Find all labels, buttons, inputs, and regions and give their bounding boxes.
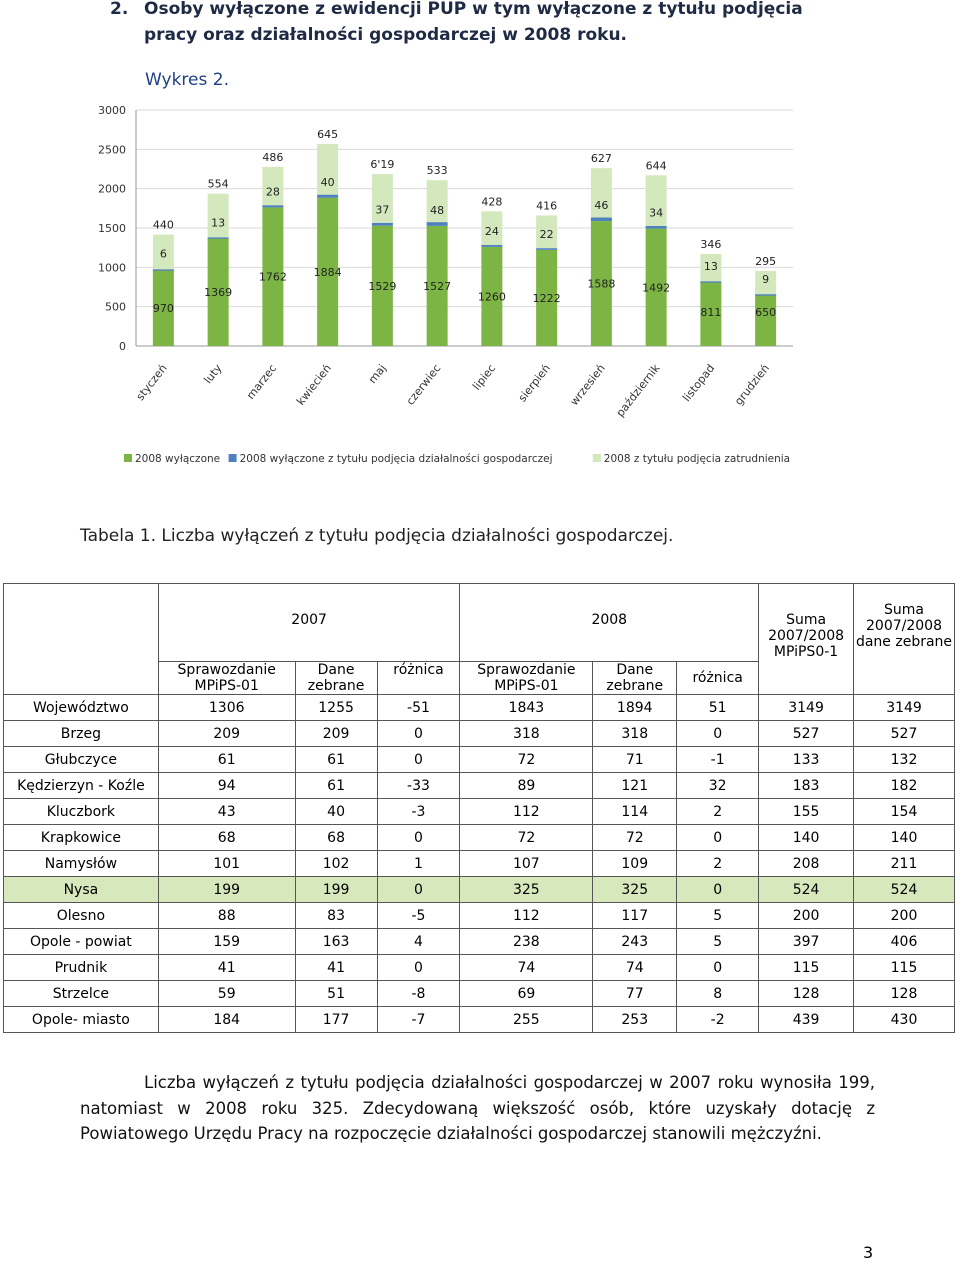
- row-name-cell: Nysa: [4, 877, 159, 903]
- data-label: 346: [700, 237, 722, 251]
- x-tick-label: październik: [613, 361, 663, 420]
- y-tick-label: 500: [105, 300, 126, 314]
- row-name-cell: Województwo: [4, 695, 159, 721]
- value-cell: 0: [677, 955, 759, 981]
- value-cell: 211: [854, 851, 955, 877]
- value-cell: 74: [593, 955, 677, 981]
- value-cell: 114: [593, 799, 677, 825]
- data-label: 486: [262, 150, 284, 164]
- value-cell: 255: [460, 1007, 593, 1033]
- value-cell: 177: [295, 1007, 377, 1033]
- value-cell: 183: [759, 773, 854, 799]
- value-cell: 163: [295, 929, 377, 955]
- data-label: 554: [207, 177, 229, 191]
- value-cell: 182: [854, 773, 955, 799]
- x-tick-label: lipiec: [470, 361, 499, 393]
- data-label: 645: [317, 127, 339, 141]
- bar-business-activity: [591, 217, 612, 221]
- value-cell: 101: [158, 851, 295, 877]
- data-label: 1527: [423, 279, 452, 293]
- bar-business-activity: [208, 237, 229, 239]
- value-cell: 1: [377, 851, 460, 877]
- bar-business-activity: [646, 226, 667, 229]
- value-cell: 8: [677, 981, 759, 1007]
- data-label: 13: [703, 260, 718, 274]
- header-roznica-2007: różnica: [377, 662, 460, 695]
- value-cell: 0: [377, 825, 460, 851]
- bar-business-activity: [153, 269, 174, 271]
- bar-business-activity: [481, 245, 502, 247]
- value-cell: 0: [377, 721, 460, 747]
- table-row: [4, 1007, 955, 1033]
- value-cell: 109: [593, 851, 677, 877]
- value-cell: 5: [677, 929, 759, 955]
- stacked-bar-chart: [90, 98, 810, 483]
- row-name-cell: Olesno: [4, 903, 159, 929]
- value-cell: 0: [677, 825, 759, 851]
- data-label: 416: [536, 199, 558, 213]
- data-label: 6: [159, 247, 167, 261]
- value-cell: 1894: [593, 695, 677, 721]
- table-row: [4, 825, 955, 851]
- value-cell: 325: [460, 877, 593, 903]
- value-cell: 184: [158, 1007, 295, 1033]
- value-cell: 318: [593, 721, 677, 747]
- page-number: 3: [863, 1243, 874, 1262]
- value-cell: 243: [593, 929, 677, 955]
- value-cell: 0: [377, 877, 460, 903]
- data-label: 13: [211, 216, 226, 230]
- value-cell: 68: [158, 825, 295, 851]
- table-row: [4, 877, 955, 903]
- y-tick-label: 2000: [98, 182, 126, 196]
- y-tick-label: 3000: [98, 104, 126, 117]
- summary-text: Liczba wyłączeń z tytułu podjęcia działalności gospodarczej w 2007 roku wynosiła 199, natomiast w 2008 roku 325. Zdecydowaną większość osób, które uzyskały dotację z Powiatowego Urzędu Pracy na rozpoczęcie działalności gospodarczej stanowili mężczyźni.: [80, 1073, 875, 1143]
- section-title-line-2: pracy oraz działalności gospodarczej w 2008 roku.: [144, 25, 628, 45]
- data-label: 533: [426, 164, 448, 178]
- value-cell: 89: [460, 773, 593, 799]
- table-row: [4, 929, 955, 955]
- header-sum-mpips: Suma 2007/2008 MPiPS0-1: [759, 584, 854, 695]
- data-label: 627: [590, 152, 612, 166]
- table-row: [4, 851, 955, 877]
- value-cell: 4: [377, 929, 460, 955]
- value-cell: 140: [759, 825, 854, 851]
- value-cell: -1: [677, 747, 759, 773]
- section-number: 2.: [110, 0, 129, 19]
- value-cell: 0: [377, 747, 460, 773]
- value-cell: -7: [377, 1007, 460, 1033]
- legend-label: 2008 wyłączone z tytułu podjęcia działalności gospodarczej: [239, 453, 553, 465]
- y-tick-label: 1000: [98, 261, 126, 275]
- value-cell: 524: [759, 877, 854, 903]
- value-cell: 199: [295, 877, 377, 903]
- x-tick-label: luty: [201, 361, 225, 387]
- value-cell: 51: [677, 695, 759, 721]
- value-cell: 1843: [460, 695, 593, 721]
- section-heading: [110, 0, 870, 48]
- x-tick-label: grudzień: [732, 361, 772, 408]
- value-cell: 72: [460, 747, 593, 773]
- bar-business-activity: [536, 248, 557, 250]
- value-cell: 253: [593, 1007, 677, 1033]
- value-cell: 524: [854, 877, 955, 903]
- value-cell: 140: [854, 825, 955, 851]
- table-row: [4, 747, 955, 773]
- data-label: 24: [484, 224, 499, 238]
- header-year-2008: 2008: [460, 584, 759, 662]
- value-cell: 112: [460, 903, 593, 929]
- header-sprawozdanie-2008: Sprawozdanie MPiPS-01: [460, 662, 593, 695]
- data-label: 34: [649, 206, 664, 220]
- header-dane-2007: Dane zebrane: [295, 662, 377, 695]
- legend-swatch: [124, 454, 132, 462]
- value-cell: 59: [158, 981, 295, 1007]
- value-cell: 397: [759, 929, 854, 955]
- value-cell: 94: [158, 773, 295, 799]
- value-cell: 115: [854, 955, 955, 981]
- legend-label: 2008 z tytułu podjęcia zatrudnienia: [603, 453, 791, 465]
- table-row: [4, 721, 955, 747]
- data-label: 1529: [368, 279, 397, 293]
- row-name-cell: Prudnik: [4, 955, 159, 981]
- value-cell: 40: [295, 799, 377, 825]
- data-label: 1588: [587, 277, 616, 291]
- value-cell: 527: [854, 721, 955, 747]
- value-cell: 121: [593, 773, 677, 799]
- value-cell: 159: [158, 929, 295, 955]
- value-cell: 200: [854, 903, 955, 929]
- value-cell: 155: [759, 799, 854, 825]
- value-cell: 112: [460, 799, 593, 825]
- data-label: 40: [320, 175, 335, 189]
- header-year-2007: 2007: [158, 584, 460, 662]
- value-cell: 74: [460, 955, 593, 981]
- x-tick-label: marzec: [244, 361, 280, 402]
- value-cell: 32: [677, 773, 759, 799]
- value-cell: -5: [377, 903, 460, 929]
- bar-business-activity: [755, 294, 776, 296]
- data-label: 1222: [532, 291, 561, 305]
- value-cell: 88: [158, 903, 295, 929]
- bar-2008-excluded: [755, 295, 776, 346]
- table-row: [4, 903, 955, 929]
- value-cell: 69: [460, 981, 593, 1007]
- value-cell: -2: [677, 1007, 759, 1033]
- data-label: 811: [700, 306, 722, 319]
- header-dane-2008: Dane zebrane: [593, 662, 677, 695]
- value-cell: 1306: [158, 695, 295, 721]
- value-cell: 325: [593, 877, 677, 903]
- data-label: 644: [645, 159, 667, 173]
- row-name-cell: Krapkowice: [4, 825, 159, 851]
- data-label: 28: [265, 185, 280, 199]
- value-cell: 132: [854, 747, 955, 773]
- data-label: 1884: [313, 265, 342, 279]
- data-label: 1369: [204, 286, 233, 300]
- value-cell: 3149: [759, 695, 854, 721]
- value-cell: 209: [295, 721, 377, 747]
- legend-swatch: [229, 454, 237, 462]
- data-label: 970: [152, 301, 174, 315]
- value-cell: 41: [158, 955, 295, 981]
- header-sum-collected: Suma 2007/2008 dane zebrane: [854, 584, 955, 695]
- bar-business-activity: [262, 205, 283, 207]
- data-label: 22: [539, 227, 554, 241]
- value-cell: 83: [295, 903, 377, 929]
- bar-business-activity: [700, 281, 721, 283]
- value-cell: 115: [759, 955, 854, 981]
- row-name-cell: Brzeg: [4, 721, 159, 747]
- table-row: [4, 981, 955, 1007]
- value-cell: 318: [460, 721, 593, 747]
- value-cell: 71: [593, 747, 677, 773]
- value-cell: 0: [377, 955, 460, 981]
- chart-label: Wykres 2.: [145, 70, 229, 90]
- value-cell: 51: [295, 981, 377, 1007]
- data-label: 650: [755, 306, 777, 319]
- value-cell: 61: [158, 747, 295, 773]
- row-name-cell: Głubczyce: [4, 747, 159, 773]
- header-empty-cell: [4, 584, 159, 695]
- bar-business-activity: [317, 195, 338, 198]
- data-label: 6'19: [370, 158, 395, 172]
- table-row: [4, 799, 955, 825]
- x-tick-label: maj: [365, 361, 389, 387]
- x-tick-label: sierpień: [515, 361, 553, 405]
- x-tick-label: listopad: [680, 361, 718, 405]
- value-cell: 128: [854, 981, 955, 1007]
- data-label: 46: [594, 199, 609, 213]
- value-cell: 200: [759, 903, 854, 929]
- data-table: [3, 583, 955, 1033]
- value-cell: 41: [295, 955, 377, 981]
- row-name-cell: Strzelce: [4, 981, 159, 1007]
- section-title-line-1: Osoby wyłączone z ewidencji PUP w tym wyłączone z tytułu podjęcia: [144, 0, 803, 19]
- value-cell: 406: [854, 929, 955, 955]
- table-caption: Tabela 1. Liczba wyłączeń z tytułu podjęcia działalności gospodarczej.: [80, 526, 674, 546]
- x-tick-label: styczeń: [133, 361, 170, 404]
- value-cell: 209: [158, 721, 295, 747]
- table-row: [4, 695, 955, 721]
- value-cell: 72: [460, 825, 593, 851]
- value-cell: 128: [759, 981, 854, 1007]
- value-cell: 3149: [854, 695, 955, 721]
- value-cell: 2: [677, 851, 759, 877]
- legend-swatch: [593, 454, 601, 462]
- header-sprawozdanie-2007: Sprawozdanie MPiPS-01: [158, 662, 295, 695]
- value-cell: 199: [158, 877, 295, 903]
- value-cell: 2: [677, 799, 759, 825]
- table-row: [4, 773, 955, 799]
- value-cell: 102: [295, 851, 377, 877]
- data-label: 48: [430, 203, 445, 217]
- value-cell: 0: [677, 877, 759, 903]
- value-cell: 439: [759, 1007, 854, 1033]
- value-cell: -51: [377, 695, 460, 721]
- row-name-cell: Namysłów: [4, 851, 159, 877]
- value-cell: 0: [677, 721, 759, 747]
- value-cell: -8: [377, 981, 460, 1007]
- y-tick-label: 1500: [98, 222, 126, 235]
- header-roznica-2008: różnica: [677, 662, 759, 695]
- value-cell: 77: [593, 981, 677, 1007]
- data-label: 37: [375, 203, 390, 217]
- data-label: 428: [481, 195, 503, 209]
- value-cell: -3: [377, 799, 460, 825]
- data-label: 1260: [477, 290, 506, 304]
- value-cell: 107: [460, 851, 593, 877]
- x-tick-label: kwiecień: [294, 361, 334, 408]
- summary-paragraph: [80, 1070, 875, 1147]
- bar-business-activity: [372, 223, 393, 226]
- value-cell: 61: [295, 773, 377, 799]
- value-cell: 133: [759, 747, 854, 773]
- value-cell: 5: [677, 903, 759, 929]
- row-name-cell: Kluczbork: [4, 799, 159, 825]
- value-cell: 61: [295, 747, 377, 773]
- y-tick-label: 2500: [98, 143, 126, 157]
- data-label: 295: [755, 254, 777, 268]
- value-cell: 430: [854, 1007, 955, 1033]
- data-label: 9: [762, 272, 770, 286]
- y-tick-label: 0: [119, 340, 126, 353]
- data-label: 440: [152, 218, 174, 232]
- row-name-cell: Opole- miasto: [4, 1007, 159, 1033]
- value-cell: 68: [295, 825, 377, 851]
- row-name-cell: Opole - powiat: [4, 929, 159, 955]
- table-row: [4, 955, 955, 981]
- value-cell: 527: [759, 721, 854, 747]
- value-cell: 154: [854, 799, 955, 825]
- value-cell: -33: [377, 773, 460, 799]
- value-cell: 43: [158, 799, 295, 825]
- x-tick-label: czerwiec: [403, 361, 444, 408]
- value-cell: 1255: [295, 695, 377, 721]
- bar-business-activity: [427, 222, 448, 226]
- data-label: 1492: [642, 281, 671, 295]
- value-cell: 238: [460, 929, 593, 955]
- value-cell: 72: [593, 825, 677, 851]
- data-label: 1762: [258, 270, 287, 284]
- row-name-cell: Kędzierzyn - Koźle: [4, 773, 159, 799]
- legend-label: 2008 wyłączone: [135, 453, 221, 465]
- value-cell: 117: [593, 903, 677, 929]
- value-cell: 208: [759, 851, 854, 877]
- x-tick-label: wrzesień: [567, 361, 608, 409]
